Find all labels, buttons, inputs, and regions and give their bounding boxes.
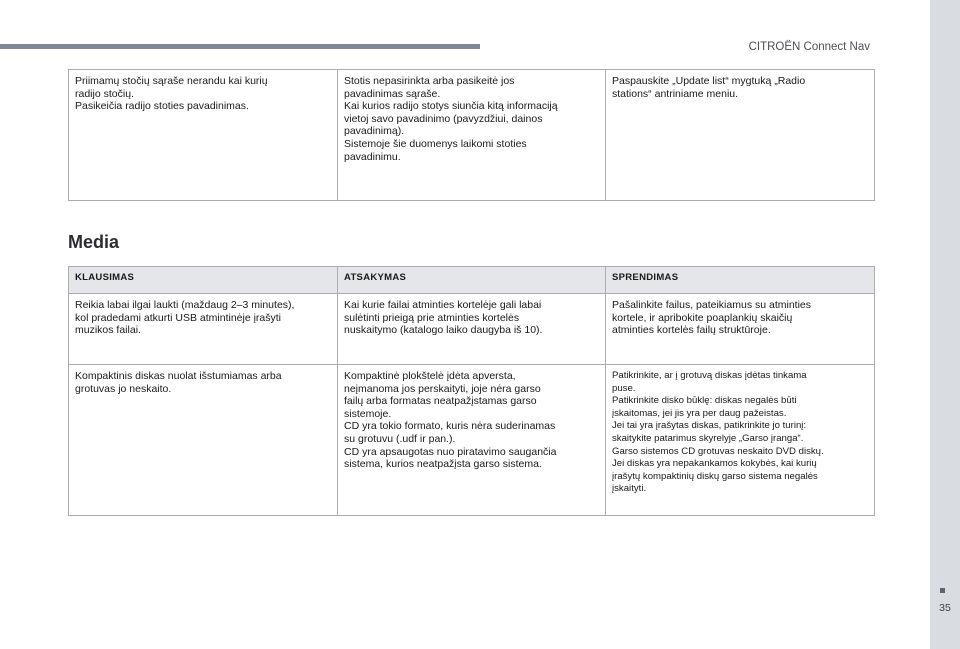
answer-cell: Kai kurie failai atminties kortelėje gali labai sulėtinti prieigą prie atminties kortelės nuskaitymo (katalogo laiko daugyba iš 10). — [338, 294, 606, 365]
column-header-question: KLAUSIMAS — [69, 267, 338, 294]
question-cell: Kompaktinis diskas nuolat išstumiamas arba grotuvas jo neskaito. — [69, 365, 338, 516]
solution-cell: Patikrinkite, ar į grotuvą diskas įdėtas tinkama puse. Patikrinkite disko būklę: diskas negalės būti įskaitomas, jei jis yra per daug pažeistas. Jei tai yra įrašytas diskas, patikrinkite jo turinį: skaitykite patarimus skyrelyje „Garso įranga“. Garso sistemos CD grotuvas neskaito DVD diskų. Jei diskas yra nepakankamos kokybės, kai kurių įrašytų kompaktinių diskų garso sistema negalės įskaityti. — [606, 365, 875, 516]
column-header-answer: ATSAKYMAS — [338, 267, 606, 294]
header-brand: CITROËN Connect Nav — [748, 41, 870, 53]
question-cell: Reikia labai ilgai laukti (maždaug 2–3 minutes), kol pradedami atkurti USB atmintinėje įrašyti muzikos failai. — [69, 294, 338, 365]
page-marker — [940, 588, 945, 593]
radio-troubleshooting-table — [68, 69, 875, 201]
header-rule — [0, 44, 480, 49]
section-title: Media — [68, 232, 120, 252]
solution-cell: Pašalinkite failus, pateikiamus su atminties kortele, ir apribokite poaplankių skaičių atminties kortelės failų struktūroje. — [606, 294, 875, 365]
table-header-row — [69, 267, 875, 294]
answer-cell: Stotis nepasirinkta arba pasikeitė jos pavadinimas sąraše. Kai kurios radijo stotys siunčia kitą informaciją vietoj savo pavadinimo (pavyzdžiui, dainos pavadinimą). Sistemoje šie duomenys laikomi stoties pavadinimu. — [338, 70, 606, 201]
media-troubleshooting-table — [68, 266, 875, 516]
side-strip — [930, 0, 960, 649]
column-header-solution: SPRENDIMAS — [606, 267, 875, 294]
question-cell: Priimamų stočių sąraše nerandu kai kurių radijo stočių. Pasikeičia radijo stoties pavadinimas. — [69, 70, 338, 201]
answer-cell: Kompaktinė plokštelė įdėta apversta, neįmanoma jos perskaityti, joje nėra garso failų arba formatas neatpažįstamas garso sistemoje. CD yra tokio formato, kuris nėra suderinamas su grotuvu (.udf ir pan.). CD yra apsaugotas nuo piratavimo saugančia sistema, kurios neatpažįsta garso sistema. — [338, 365, 606, 516]
page-number: 35 — [939, 602, 951, 614]
solution-cell: Paspauskite „Update list“ mygtuką „Radio stations“ antriniame meniu. — [606, 70, 875, 201]
table-row — [69, 365, 875, 516]
table-row — [69, 70, 875, 201]
table-row — [69, 294, 875, 365]
